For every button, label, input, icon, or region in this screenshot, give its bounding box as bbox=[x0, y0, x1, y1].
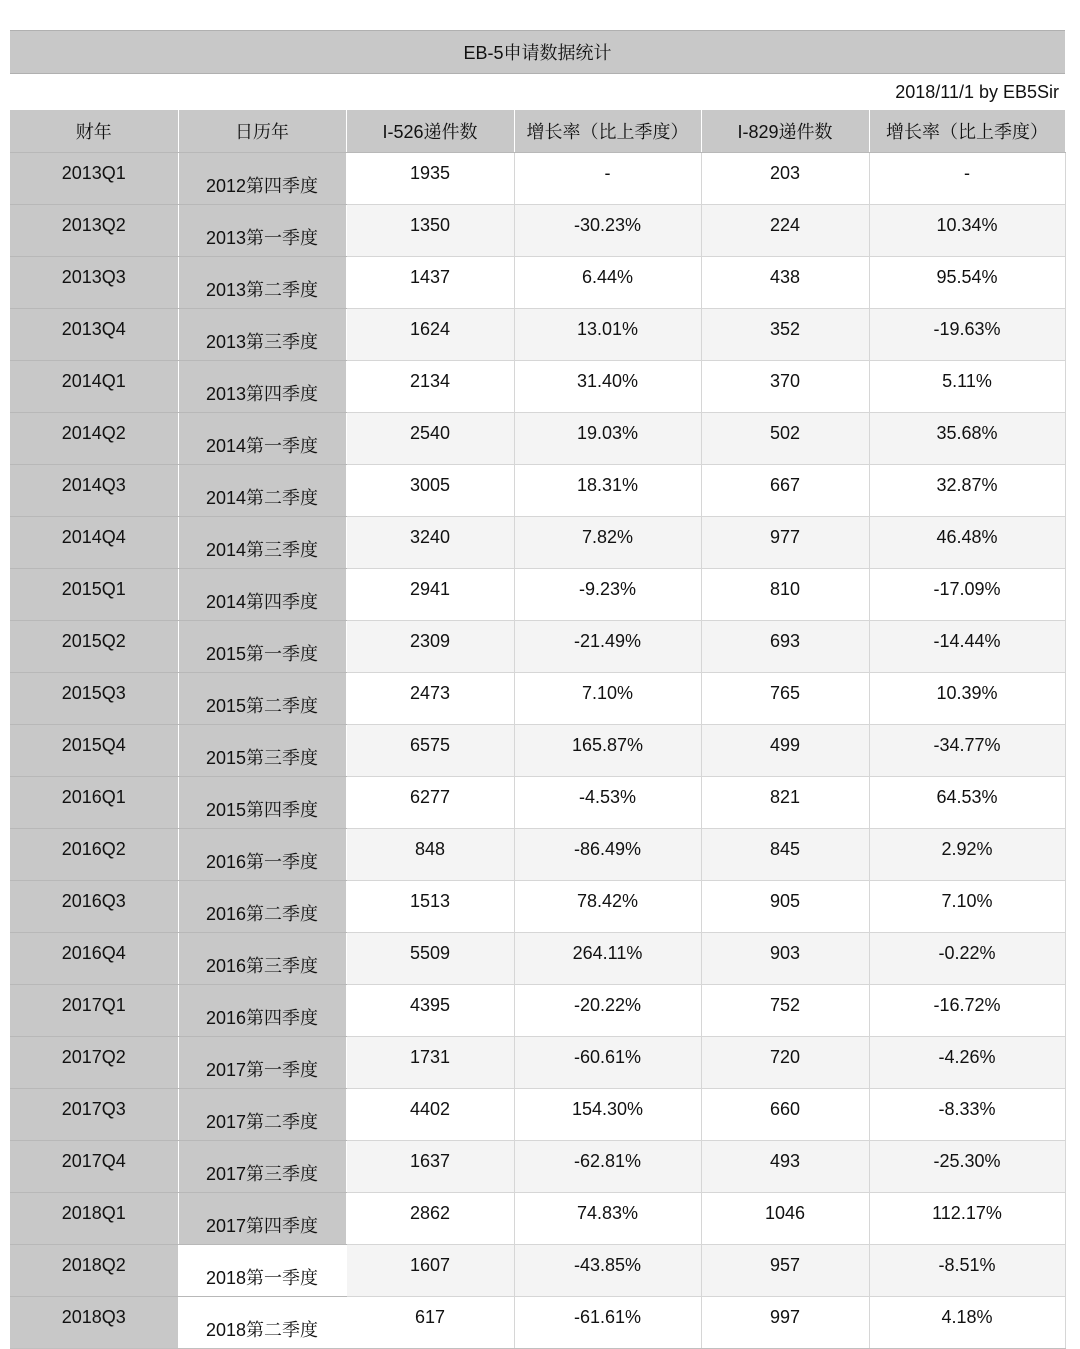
i526-growth-cell: -20.22% bbox=[514, 985, 701, 1037]
i526-filings-cell: 617 bbox=[346, 1297, 514, 1349]
fiscal-year-cell: 2017Q1 bbox=[10, 985, 178, 1037]
i829-growth-cell: 10.39% bbox=[869, 673, 1065, 725]
i829-growth-cell: 32.87% bbox=[869, 465, 1065, 517]
fiscal-year-cell: 2018Q3 bbox=[10, 1297, 178, 1349]
i526-filings-cell: 2309 bbox=[346, 621, 514, 673]
i829-growth-cell: 35.68% bbox=[869, 413, 1065, 465]
i829-filings-cell: 352 bbox=[701, 309, 869, 361]
calendar-year-cell: 2017第三季度 bbox=[178, 1141, 346, 1193]
i829-filings-cell: 438 bbox=[701, 257, 869, 309]
i526-growth-cell: 6.44% bbox=[514, 257, 701, 309]
table-row bbox=[10, 777, 1065, 829]
i829-filings-cell: 903 bbox=[701, 933, 869, 985]
table-row bbox=[10, 361, 1065, 413]
i829-filings-cell: 720 bbox=[701, 1037, 869, 1089]
i526-filings-cell: 4402 bbox=[346, 1089, 514, 1141]
i829-filings-cell: 1046 bbox=[701, 1193, 869, 1245]
i829-growth-cell: -34.77% bbox=[869, 725, 1065, 777]
i829-growth-cell: -25.30% bbox=[869, 1141, 1065, 1193]
fiscal-year-cell: 2015Q1 bbox=[10, 569, 178, 621]
calendar-year-cell: 2015第二季度 bbox=[178, 673, 346, 725]
fiscal-year-cell: 2015Q3 bbox=[10, 673, 178, 725]
table-row bbox=[10, 257, 1065, 309]
fiscal-year-cell: 2018Q2 bbox=[10, 1245, 178, 1297]
table-row bbox=[10, 1245, 1065, 1297]
table-row bbox=[10, 725, 1065, 777]
calendar-year-cell: 2015第四季度 bbox=[178, 777, 346, 829]
i526-growth-cell: -61.61% bbox=[514, 1297, 701, 1349]
table-row bbox=[10, 1089, 1065, 1141]
table-title bbox=[10, 30, 1065, 74]
i829-filings-cell: 693 bbox=[701, 621, 869, 673]
i526-filings-cell: 3005 bbox=[346, 465, 514, 517]
i829-growth-cell: - bbox=[869, 153, 1065, 205]
i526-growth-cell: -86.49% bbox=[514, 829, 701, 881]
i829-filings-cell: 821 bbox=[701, 777, 869, 829]
i829-growth-cell: -17.09% bbox=[869, 569, 1065, 621]
i526-growth-cell: 31.40% bbox=[514, 361, 701, 413]
i829-filings-cell: 224 bbox=[701, 205, 869, 257]
i829-growth-cell: 95.54% bbox=[869, 257, 1065, 309]
fiscal-year-cell: 2016Q4 bbox=[10, 933, 178, 985]
i829-growth-cell: -16.72% bbox=[869, 985, 1065, 1037]
fiscal-year-cell: 2014Q1 bbox=[10, 361, 178, 413]
i526-growth-cell: 154.30% bbox=[514, 1089, 701, 1141]
table-row bbox=[10, 465, 1065, 517]
i526-growth-cell: 18.31% bbox=[514, 465, 701, 517]
fiscal-year-cell: 2014Q4 bbox=[10, 517, 178, 569]
fiscal-year-cell: 2016Q2 bbox=[10, 829, 178, 881]
byline bbox=[10, 74, 1065, 110]
i829-growth-cell: -14.44% bbox=[869, 621, 1065, 673]
calendar-year-cell: 2015第三季度 bbox=[178, 725, 346, 777]
i526-filings-cell: 1935 bbox=[346, 153, 514, 205]
calendar-year-cell: 2016第一季度 bbox=[178, 829, 346, 881]
calendar-year-cell: 2013第二季度 bbox=[178, 257, 346, 309]
fiscal-year-cell: 2013Q4 bbox=[10, 309, 178, 361]
i829-filings-cell: 502 bbox=[701, 413, 869, 465]
i526-filings-cell: 6277 bbox=[346, 777, 514, 829]
table-row bbox=[10, 153, 1065, 205]
header-i526-growth: 增长率（比上季度） bbox=[514, 110, 701, 153]
header-row bbox=[10, 110, 1065, 153]
calendar-year-cell: 2012第四季度 bbox=[178, 153, 346, 205]
i526-growth-cell: 165.87% bbox=[514, 725, 701, 777]
i829-filings-cell: 810 bbox=[701, 569, 869, 621]
fiscal-year-cell: 2017Q4 bbox=[10, 1141, 178, 1193]
i526-filings-cell: 2540 bbox=[346, 413, 514, 465]
calendar-year-cell: 2017第二季度 bbox=[178, 1089, 346, 1141]
calendar-year-cell: 2014第一季度 bbox=[178, 413, 346, 465]
i526-filings-cell: 1624 bbox=[346, 309, 514, 361]
fiscal-year-cell: 2016Q1 bbox=[10, 777, 178, 829]
calendar-year-cell: 2016第二季度 bbox=[178, 881, 346, 933]
data-table bbox=[10, 110, 1066, 1349]
i526-growth-cell: 19.03% bbox=[514, 413, 701, 465]
i526-growth-cell: 7.82% bbox=[514, 517, 701, 569]
i829-growth-cell: -4.26% bbox=[869, 1037, 1065, 1089]
i526-filings-cell: 2473 bbox=[346, 673, 514, 725]
table-row bbox=[10, 413, 1065, 465]
calendar-year-cell: 2018第二季度 bbox=[178, 1297, 346, 1349]
table-row bbox=[10, 1297, 1065, 1349]
i829-filings-cell: 977 bbox=[701, 517, 869, 569]
i829-filings-cell: 667 bbox=[701, 465, 869, 517]
fiscal-year-cell: 2018Q1 bbox=[10, 1193, 178, 1245]
i829-filings-cell: 370 bbox=[701, 361, 869, 413]
fiscal-year-cell: 2017Q3 bbox=[10, 1089, 178, 1141]
fiscal-year-cell: 2014Q3 bbox=[10, 465, 178, 517]
i526-filings-cell: 1437 bbox=[346, 257, 514, 309]
i526-filings-cell: 2134 bbox=[346, 361, 514, 413]
table-title-text: EB-5申请数据统计 bbox=[463, 43, 612, 63]
calendar-year-cell: 2017第一季度 bbox=[178, 1037, 346, 1089]
byline-text: 2018/11/1 by EB5Sir bbox=[895, 81, 1059, 102]
calendar-year-cell: 2015第一季度 bbox=[178, 621, 346, 673]
i526-growth-cell: -21.49% bbox=[514, 621, 701, 673]
i526-filings-cell: 6575 bbox=[346, 725, 514, 777]
table-row bbox=[10, 621, 1065, 673]
i526-growth-cell: -43.85% bbox=[514, 1245, 701, 1297]
i526-filings-cell: 2862 bbox=[346, 1193, 514, 1245]
i829-filings-cell: 957 bbox=[701, 1245, 869, 1297]
table-row bbox=[10, 673, 1065, 725]
i829-filings-cell: 752 bbox=[701, 985, 869, 1037]
header-fiscal-year: 财年 bbox=[10, 110, 178, 153]
i526-growth-cell: -4.53% bbox=[514, 777, 701, 829]
i829-growth-cell: -0.22% bbox=[869, 933, 1065, 985]
i829-growth-cell: 4.18% bbox=[869, 1297, 1065, 1349]
fiscal-year-cell: 2013Q3 bbox=[10, 257, 178, 309]
table-row bbox=[10, 985, 1065, 1037]
i526-filings-cell: 848 bbox=[346, 829, 514, 881]
i526-filings-cell: 1607 bbox=[346, 1245, 514, 1297]
fiscal-year-cell: 2013Q2 bbox=[10, 205, 178, 257]
calendar-year-cell: 2017第四季度 bbox=[178, 1193, 346, 1245]
i526-growth-cell: 13.01% bbox=[514, 309, 701, 361]
i829-growth-cell: -19.63% bbox=[869, 309, 1065, 361]
fiscal-year-cell: 2014Q2 bbox=[10, 413, 178, 465]
i526-filings-cell: 2941 bbox=[346, 569, 514, 621]
i829-growth-cell: -8.33% bbox=[869, 1089, 1065, 1141]
i526-growth-cell: -30.23% bbox=[514, 205, 701, 257]
i829-growth-cell: 10.34% bbox=[869, 205, 1065, 257]
header-i526-filings: I-526递件数 bbox=[346, 110, 514, 153]
i526-filings-cell: 1350 bbox=[346, 205, 514, 257]
i829-filings-cell: 905 bbox=[701, 881, 869, 933]
i526-growth-cell: -60.61% bbox=[514, 1037, 701, 1089]
table-row bbox=[10, 569, 1065, 621]
i829-growth-cell: 7.10% bbox=[869, 881, 1065, 933]
i526-growth-cell: 264.11% bbox=[514, 933, 701, 985]
calendar-year-cell: 2013第四季度 bbox=[178, 361, 346, 413]
calendar-year-cell: 2016第三季度 bbox=[178, 933, 346, 985]
table-row bbox=[10, 1037, 1065, 1089]
fiscal-year-cell: 2017Q2 bbox=[10, 1037, 178, 1089]
i829-filings-cell: 203 bbox=[701, 153, 869, 205]
i526-filings-cell: 3240 bbox=[346, 517, 514, 569]
fiscal-year-cell: 2013Q1 bbox=[10, 153, 178, 205]
i526-filings-cell: 1731 bbox=[346, 1037, 514, 1089]
calendar-year-cell: 2013第三季度 bbox=[178, 309, 346, 361]
fiscal-year-cell: 2015Q4 bbox=[10, 725, 178, 777]
i526-filings-cell: 1637 bbox=[346, 1141, 514, 1193]
calendar-year-cell: 2014第四季度 bbox=[178, 569, 346, 621]
i829-filings-cell: 499 bbox=[701, 725, 869, 777]
i829-filings-cell: 997 bbox=[701, 1297, 869, 1349]
i526-growth-cell: -9.23% bbox=[514, 569, 701, 621]
header-i829-filings: I-829递件数 bbox=[701, 110, 869, 153]
i829-growth-cell: 46.48% bbox=[869, 517, 1065, 569]
calendar-year-cell: 2014第二季度 bbox=[178, 465, 346, 517]
table-row bbox=[10, 309, 1065, 361]
i829-growth-cell: 5.11% bbox=[869, 361, 1065, 413]
i829-filings-cell: 493 bbox=[701, 1141, 869, 1193]
i526-filings-cell: 4395 bbox=[346, 985, 514, 1037]
table-row bbox=[10, 205, 1065, 257]
header-calendar-year: 日历年 bbox=[178, 110, 346, 153]
calendar-year-cell: 2016第四季度 bbox=[178, 985, 346, 1037]
i526-growth-cell: -62.81% bbox=[514, 1141, 701, 1193]
header-i829-growth: 增长率（比上季度） bbox=[869, 110, 1065, 153]
table-row bbox=[10, 517, 1065, 569]
fiscal-year-cell: 2016Q3 bbox=[10, 881, 178, 933]
calendar-year-cell: 2018第一季度 bbox=[178, 1245, 346, 1297]
i526-filings-cell: 1513 bbox=[346, 881, 514, 933]
i829-growth-cell: 2.92% bbox=[869, 829, 1065, 881]
calendar-year-cell: 2013第一季度 bbox=[178, 205, 346, 257]
i829-filings-cell: 660 bbox=[701, 1089, 869, 1141]
i526-growth-cell: 78.42% bbox=[514, 881, 701, 933]
i526-growth-cell: 74.83% bbox=[514, 1193, 701, 1245]
table-body bbox=[10, 153, 1065, 1349]
i829-filings-cell: 765 bbox=[701, 673, 869, 725]
table-row bbox=[10, 1141, 1065, 1193]
i526-growth-cell: 7.10% bbox=[514, 673, 701, 725]
table-row bbox=[10, 933, 1065, 985]
table-row bbox=[10, 829, 1065, 881]
table-row bbox=[10, 881, 1065, 933]
spreadsheet bbox=[10, 30, 1065, 1349]
i829-growth-cell: 64.53% bbox=[869, 777, 1065, 829]
calendar-year-cell: 2014第三季度 bbox=[178, 517, 346, 569]
i526-filings-cell: 5509 bbox=[346, 933, 514, 985]
i829-growth-cell: -8.51% bbox=[869, 1245, 1065, 1297]
i829-growth-cell: 112.17% bbox=[869, 1193, 1065, 1245]
i829-filings-cell: 845 bbox=[701, 829, 869, 881]
i526-growth-cell: - bbox=[514, 153, 701, 205]
table-row bbox=[10, 1193, 1065, 1245]
fiscal-year-cell: 2015Q2 bbox=[10, 621, 178, 673]
